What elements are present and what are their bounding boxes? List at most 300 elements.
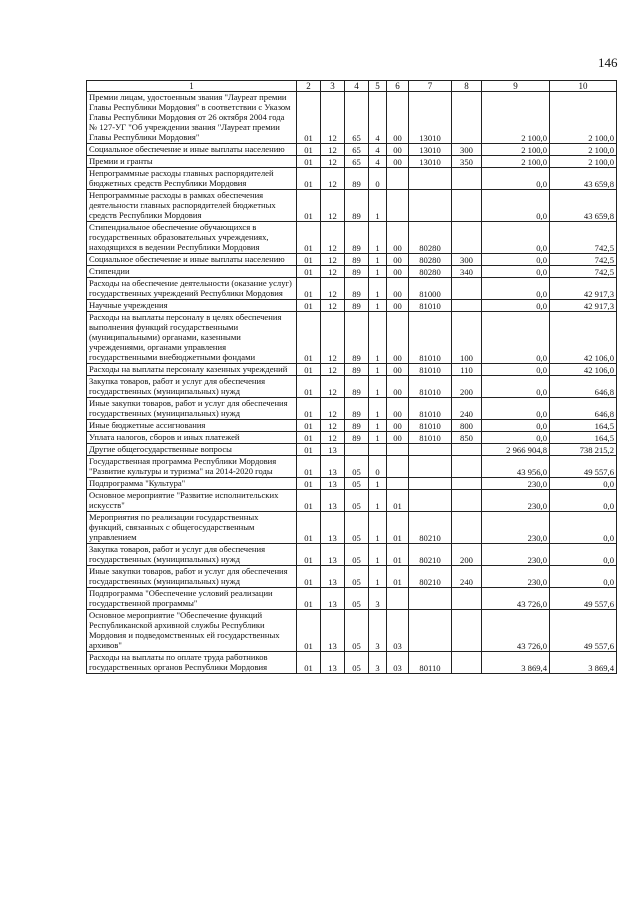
- code-cell: 01: [387, 490, 409, 512]
- table-body: [87, 92, 617, 674]
- code-cell: [409, 490, 452, 512]
- code-cell: [452, 456, 482, 478]
- code-cell: [452, 278, 482, 300]
- code-cell: 81010: [409, 398, 452, 420]
- amount-cell: 742,5: [550, 222, 617, 254]
- code-cell: 00: [387, 398, 409, 420]
- code-cell: 1: [369, 254, 387, 266]
- row-name: Иные закупки товаров, работ и услуг для обеспечения государственных (муниципальных) нужд: [87, 566, 297, 588]
- code-cell: 00: [387, 432, 409, 444]
- row-name: Премии и гранты: [87, 156, 297, 168]
- code-cell: 01: [297, 398, 321, 420]
- amount-cell: 0,0: [482, 168, 550, 190]
- table-row: [87, 512, 617, 544]
- page-number: 146: [598, 55, 618, 70]
- code-cell: 12: [321, 278, 345, 300]
- code-cell: 13: [321, 512, 345, 544]
- header-cell: 2: [297, 81, 321, 92]
- code-cell: 1: [369, 512, 387, 544]
- code-cell: 200: [452, 544, 482, 566]
- code-cell: 01: [297, 300, 321, 312]
- code-cell: [387, 168, 409, 190]
- code-cell: 12: [321, 168, 345, 190]
- code-cell: 13: [321, 652, 345, 674]
- row-name: Закупка товаров, работ и услуг для обеспечения государственных (муниципальных) нужд: [87, 544, 297, 566]
- amount-cell: 0,0: [550, 478, 617, 490]
- header-cell: 3: [321, 81, 345, 92]
- amount-cell: 2 100,0: [550, 144, 617, 156]
- code-cell: 12: [321, 300, 345, 312]
- code-cell: 01: [297, 278, 321, 300]
- row-name: Стипендиальное обеспечение обучающихся в государственных образовательных учреждениях, находящихся в ведении Республики Мордовия: [87, 222, 297, 254]
- code-cell: 05: [345, 566, 369, 588]
- code-cell: [452, 444, 482, 456]
- code-cell: 65: [345, 144, 369, 156]
- amount-cell: 2 100,0: [550, 156, 617, 168]
- code-cell: 89: [345, 266, 369, 278]
- code-cell: 89: [345, 420, 369, 432]
- amount-cell: 0,0: [550, 512, 617, 544]
- code-cell: 81010: [409, 312, 452, 364]
- code-cell: 01: [297, 92, 321, 144]
- code-cell: [452, 610, 482, 652]
- code-cell: 01: [297, 652, 321, 674]
- table-row: [87, 444, 617, 456]
- table-row: [87, 398, 617, 420]
- code-cell: 00: [387, 300, 409, 312]
- code-cell: 1: [369, 566, 387, 588]
- code-cell: 01: [297, 490, 321, 512]
- code-cell: [452, 588, 482, 610]
- row-name: Иные бюджетные ассигнования: [87, 420, 297, 432]
- code-cell: 00: [387, 278, 409, 300]
- amount-cell: 230,0: [482, 566, 550, 588]
- code-cell: 4: [369, 156, 387, 168]
- amount-cell: 2 100,0: [550, 92, 617, 144]
- table-row: [87, 92, 617, 144]
- row-name: Основное мероприятие "Обеспечение функций Республиканской архивной службы Республики Мордовия и подведомственных ей государственных архивов": [87, 610, 297, 652]
- code-cell: 65: [345, 156, 369, 168]
- amount-cell: 0,0: [550, 490, 617, 512]
- code-cell: 05: [345, 456, 369, 478]
- amount-cell: 230,0: [482, 544, 550, 566]
- code-cell: 81010: [409, 376, 452, 398]
- code-cell: [369, 444, 387, 456]
- table-row: [87, 190, 617, 222]
- code-cell: 13: [321, 588, 345, 610]
- code-cell: 89: [345, 312, 369, 364]
- header-cell: 9: [482, 81, 550, 92]
- code-cell: [409, 168, 452, 190]
- row-name: Подпрограмма "Культура": [87, 478, 297, 490]
- row-name: Расходы на обеспечение деятельности (оказание услуг) государственных учреждений Республики Мордовия: [87, 278, 297, 300]
- code-cell: 80280: [409, 254, 452, 266]
- code-cell: 05: [345, 588, 369, 610]
- code-cell: 00: [387, 222, 409, 254]
- code-cell: 12: [321, 266, 345, 278]
- code-cell: 1: [369, 544, 387, 566]
- code-cell: 1: [369, 420, 387, 432]
- row-name: Закупка товаров, работ и услуг для обеспечения государственных (муниципальных) нужд: [87, 376, 297, 398]
- code-cell: 0: [369, 456, 387, 478]
- code-cell: 01: [297, 444, 321, 456]
- code-cell: 01: [387, 544, 409, 566]
- code-cell: [409, 190, 452, 222]
- code-cell: 1: [369, 266, 387, 278]
- code-cell: 00: [387, 364, 409, 376]
- amount-cell: 2 100,0: [482, 92, 550, 144]
- code-cell: 01: [297, 432, 321, 444]
- code-cell: 05: [345, 610, 369, 652]
- code-cell: 1: [369, 432, 387, 444]
- code-cell: 81010: [409, 432, 452, 444]
- table-row: [87, 544, 617, 566]
- code-cell: 01: [297, 456, 321, 478]
- code-cell: [409, 478, 452, 490]
- amount-cell: 49 557,6: [550, 610, 617, 652]
- row-name: Подпрограмма "Обеспечение условий реализации государственной программы": [87, 588, 297, 610]
- row-name: Непрограммные расходы в рамках обеспечения деятельности главных распорядителей бюджетных средств Республики Мордовия: [87, 190, 297, 222]
- code-cell: 01: [297, 420, 321, 432]
- table-row: [87, 376, 617, 398]
- code-cell: 01: [297, 588, 321, 610]
- code-cell: 89: [345, 398, 369, 420]
- code-cell: 89: [345, 364, 369, 376]
- table-row: [87, 254, 617, 266]
- amount-cell: 43 659,8: [550, 168, 617, 190]
- code-cell: 340: [452, 266, 482, 278]
- table-row: [87, 312, 617, 364]
- code-cell: 01: [387, 512, 409, 544]
- code-cell: 89: [345, 190, 369, 222]
- header-row: [87, 81, 617, 92]
- code-cell: 12: [321, 364, 345, 376]
- amount-cell: 0,0: [482, 278, 550, 300]
- code-cell: 13: [321, 456, 345, 478]
- code-cell: 13: [321, 566, 345, 588]
- code-cell: 89: [345, 254, 369, 266]
- code-cell: [452, 300, 482, 312]
- code-cell: 0: [369, 168, 387, 190]
- code-cell: 00: [387, 420, 409, 432]
- code-cell: 3: [369, 610, 387, 652]
- code-cell: 1: [369, 190, 387, 222]
- code-cell: [452, 190, 482, 222]
- row-name: Научные учреждения: [87, 300, 297, 312]
- code-cell: 12: [321, 398, 345, 420]
- table-row: [87, 490, 617, 512]
- code-cell: 850: [452, 432, 482, 444]
- row-name: Непрограммные расходы главных распорядителей бюджетных средств Республики Мордовия: [87, 168, 297, 190]
- amount-cell: 742,5: [550, 254, 617, 266]
- amount-cell: 738 215,2: [550, 444, 617, 456]
- code-cell: 3: [369, 588, 387, 610]
- code-cell: [409, 610, 452, 652]
- code-cell: 05: [345, 490, 369, 512]
- code-cell: 89: [345, 300, 369, 312]
- amount-cell: 0,0: [482, 398, 550, 420]
- code-cell: 01: [297, 376, 321, 398]
- row-name: Социальное обеспечение и иные выплаты населению: [87, 254, 297, 266]
- code-cell: 01: [297, 544, 321, 566]
- code-cell: 01: [297, 478, 321, 490]
- code-cell: 12: [321, 376, 345, 398]
- code-cell: 01: [297, 566, 321, 588]
- code-cell: 01: [297, 190, 321, 222]
- code-cell: [452, 478, 482, 490]
- amount-cell: 0,0: [482, 420, 550, 432]
- row-name: Стипендии: [87, 266, 297, 278]
- code-cell: [452, 490, 482, 512]
- row-name: Государственная программа Республики Мордовия "Развитие культуры и туризма" на 2014-2020 годы: [87, 456, 297, 478]
- code-cell: 13010: [409, 92, 452, 144]
- amount-cell: 42 917,3: [550, 278, 617, 300]
- code-cell: [452, 652, 482, 674]
- code-cell: 12: [321, 92, 345, 144]
- code-cell: 81010: [409, 364, 452, 376]
- amount-cell: 0,0: [482, 300, 550, 312]
- table-row: [87, 278, 617, 300]
- amount-cell: 43 659,8: [550, 190, 617, 222]
- code-cell: [387, 478, 409, 490]
- code-cell: 12: [321, 254, 345, 266]
- code-cell: 80210: [409, 544, 452, 566]
- code-cell: 350: [452, 156, 482, 168]
- table-row: [87, 478, 617, 490]
- code-cell: [387, 190, 409, 222]
- code-cell: 12: [321, 312, 345, 364]
- code-cell: 01: [297, 144, 321, 156]
- code-cell: 80210: [409, 512, 452, 544]
- amount-cell: 3 869,4: [482, 652, 550, 674]
- code-cell: 80210: [409, 566, 452, 588]
- amount-cell: 164,5: [550, 432, 617, 444]
- code-cell: 01: [297, 168, 321, 190]
- code-cell: 110: [452, 364, 482, 376]
- amount-cell: 230,0: [482, 490, 550, 512]
- code-cell: [387, 444, 409, 456]
- code-cell: 4: [369, 92, 387, 144]
- amount-cell: 646,8: [550, 376, 617, 398]
- table-row: [87, 222, 617, 254]
- table-row: [87, 300, 617, 312]
- row-name: Социальное обеспечение и иные выплаты населению: [87, 144, 297, 156]
- code-cell: 00: [387, 144, 409, 156]
- amount-cell: 230,0: [482, 478, 550, 490]
- code-cell: 89: [345, 278, 369, 300]
- code-cell: 13: [321, 444, 345, 456]
- amount-cell: 2 100,0: [482, 144, 550, 156]
- code-cell: [409, 444, 452, 456]
- table-row: [87, 144, 617, 156]
- code-cell: 240: [452, 566, 482, 588]
- code-cell: 13010: [409, 144, 452, 156]
- amount-cell: 742,5: [550, 266, 617, 278]
- code-cell: 300: [452, 144, 482, 156]
- code-cell: 01: [297, 254, 321, 266]
- amount-cell: 49 557,6: [550, 588, 617, 610]
- amount-cell: 164,5: [550, 420, 617, 432]
- code-cell: 81010: [409, 420, 452, 432]
- header-cell: 1: [87, 81, 297, 92]
- code-cell: 00: [387, 92, 409, 144]
- code-cell: 12: [321, 420, 345, 432]
- code-cell: 00: [387, 376, 409, 398]
- table-row: [87, 652, 617, 674]
- amount-cell: 646,8: [550, 398, 617, 420]
- table-row: [87, 432, 617, 444]
- row-name: Основное мероприятие "Развитие исполнительских искусств": [87, 490, 297, 512]
- code-cell: 800: [452, 420, 482, 432]
- table-row: [87, 588, 617, 610]
- code-cell: 00: [387, 266, 409, 278]
- code-cell: [387, 456, 409, 478]
- code-cell: 05: [345, 652, 369, 674]
- code-cell: 81010: [409, 300, 452, 312]
- code-cell: 13: [321, 478, 345, 490]
- code-cell: 65: [345, 92, 369, 144]
- amount-cell: 2 966 904,8: [482, 444, 550, 456]
- code-cell: 00: [387, 156, 409, 168]
- row-name: Расходы на выплаты персоналу в целях обеспечения выполнения функций государственными (муниципальными) органами, казенными учреждениями, органами управления государственными внебюджетными фондами: [87, 312, 297, 364]
- code-cell: 1: [369, 398, 387, 420]
- amount-cell: 0,0: [550, 566, 617, 588]
- amount-cell: 0,0: [550, 544, 617, 566]
- amount-cell: 43 956,0: [482, 456, 550, 478]
- header-cell: 7: [409, 81, 452, 92]
- row-name: Иные закупки товаров, работ и услуг для обеспечения государственных (муниципальных) нужд: [87, 398, 297, 420]
- code-cell: 1: [369, 278, 387, 300]
- code-cell: [452, 512, 482, 544]
- amount-cell: 0,0: [482, 432, 550, 444]
- code-cell: 03: [387, 610, 409, 652]
- code-cell: 1: [369, 490, 387, 512]
- code-cell: 80110: [409, 652, 452, 674]
- amount-cell: 0,0: [482, 222, 550, 254]
- table-row: [87, 156, 617, 168]
- code-cell: 05: [345, 478, 369, 490]
- row-name: Мероприятия по реализации государственных функций, связанных с общегосударственным управлением: [87, 512, 297, 544]
- amount-cell: 43 726,0: [482, 610, 550, 652]
- code-cell: 12: [321, 190, 345, 222]
- amount-cell: 42 917,3: [550, 300, 617, 312]
- code-cell: 240: [452, 398, 482, 420]
- header-cell: 8: [452, 81, 482, 92]
- code-cell: [452, 222, 482, 254]
- code-cell: [452, 92, 482, 144]
- code-cell: 80280: [409, 222, 452, 254]
- code-cell: 01: [297, 156, 321, 168]
- code-cell: 01: [297, 610, 321, 652]
- code-cell: 89: [345, 432, 369, 444]
- code-cell: 13: [321, 610, 345, 652]
- code-cell: 01: [297, 312, 321, 364]
- code-cell: 1: [369, 478, 387, 490]
- row-name: Расходы на выплаты персоналу казенных учреждений: [87, 364, 297, 376]
- code-cell: 05: [345, 544, 369, 566]
- row-name: Уплата налогов, сборов и иных платежей: [87, 432, 297, 444]
- code-cell: 89: [345, 168, 369, 190]
- table-row: [87, 364, 617, 376]
- amount-cell: 42 106,0: [550, 312, 617, 364]
- header-cell: 4: [345, 81, 369, 92]
- code-cell: 00: [387, 312, 409, 364]
- amount-cell: 0,0: [482, 364, 550, 376]
- code-cell: 12: [321, 156, 345, 168]
- code-cell: 300: [452, 254, 482, 266]
- code-cell: 100: [452, 312, 482, 364]
- code-cell: 00: [387, 254, 409, 266]
- table-row: [87, 266, 617, 278]
- header-cell: 10: [550, 81, 617, 92]
- code-cell: [409, 588, 452, 610]
- code-cell: 13010: [409, 156, 452, 168]
- table-row: [87, 168, 617, 190]
- code-cell: 12: [321, 432, 345, 444]
- amount-cell: 43 726,0: [482, 588, 550, 610]
- amount-cell: 3 869,4: [550, 652, 617, 674]
- code-cell: 05: [345, 512, 369, 544]
- amount-cell: 0,0: [482, 190, 550, 222]
- code-cell: 3: [369, 652, 387, 674]
- code-cell: 1: [369, 300, 387, 312]
- table-row: [87, 456, 617, 478]
- amount-cell: 42 106,0: [550, 364, 617, 376]
- code-cell: [387, 588, 409, 610]
- row-name: Премии лицам, удостоенным звания "Лауреат премии Главы Республики Мордовия" в соответствии с Указом Главы Республики Мордовия от 26 октября 2004 года № 127-УГ "Об учреждении звания "Лауреат премии Главы Республики Мордовия": [87, 92, 297, 144]
- code-cell: [409, 456, 452, 478]
- code-cell: 01: [297, 512, 321, 544]
- code-cell: 03: [387, 652, 409, 674]
- code-cell: 01: [297, 364, 321, 376]
- amount-cell: 0,0: [482, 254, 550, 266]
- code-cell: 80280: [409, 266, 452, 278]
- code-cell: 01: [297, 222, 321, 254]
- code-cell: 200: [452, 376, 482, 398]
- table-row: [87, 610, 617, 652]
- code-cell: 81000: [409, 278, 452, 300]
- amount-cell: 0,0: [482, 376, 550, 398]
- amount-cell: 49 557,6: [550, 456, 617, 478]
- code-cell: 4: [369, 144, 387, 156]
- table-row: [87, 566, 617, 588]
- code-cell: 89: [345, 376, 369, 398]
- code-cell: 1: [369, 312, 387, 364]
- code-cell: 12: [321, 144, 345, 156]
- code-cell: 12: [321, 222, 345, 254]
- header-cell: 5: [369, 81, 387, 92]
- amount-cell: 230,0: [482, 512, 550, 544]
- row-name: Другие общегосударственные вопросы: [87, 444, 297, 456]
- header-cell: 6: [387, 81, 409, 92]
- row-name: Расходы на выплаты по оплате труда работников государственных органов Республики Мордовия: [87, 652, 297, 674]
- budget-table: [86, 80, 617, 674]
- code-cell: [345, 444, 369, 456]
- amount-cell: 2 100,0: [482, 156, 550, 168]
- code-cell: 13: [321, 490, 345, 512]
- code-cell: 13: [321, 544, 345, 566]
- code-cell: 01: [297, 266, 321, 278]
- code-cell: 1: [369, 364, 387, 376]
- table-row: [87, 420, 617, 432]
- code-cell: [452, 168, 482, 190]
- code-cell: 1: [369, 376, 387, 398]
- code-cell: 01: [387, 566, 409, 588]
- code-cell: 1: [369, 222, 387, 254]
- amount-cell: 0,0: [482, 312, 550, 364]
- code-cell: 89: [345, 222, 369, 254]
- amount-cell: 0,0: [482, 266, 550, 278]
